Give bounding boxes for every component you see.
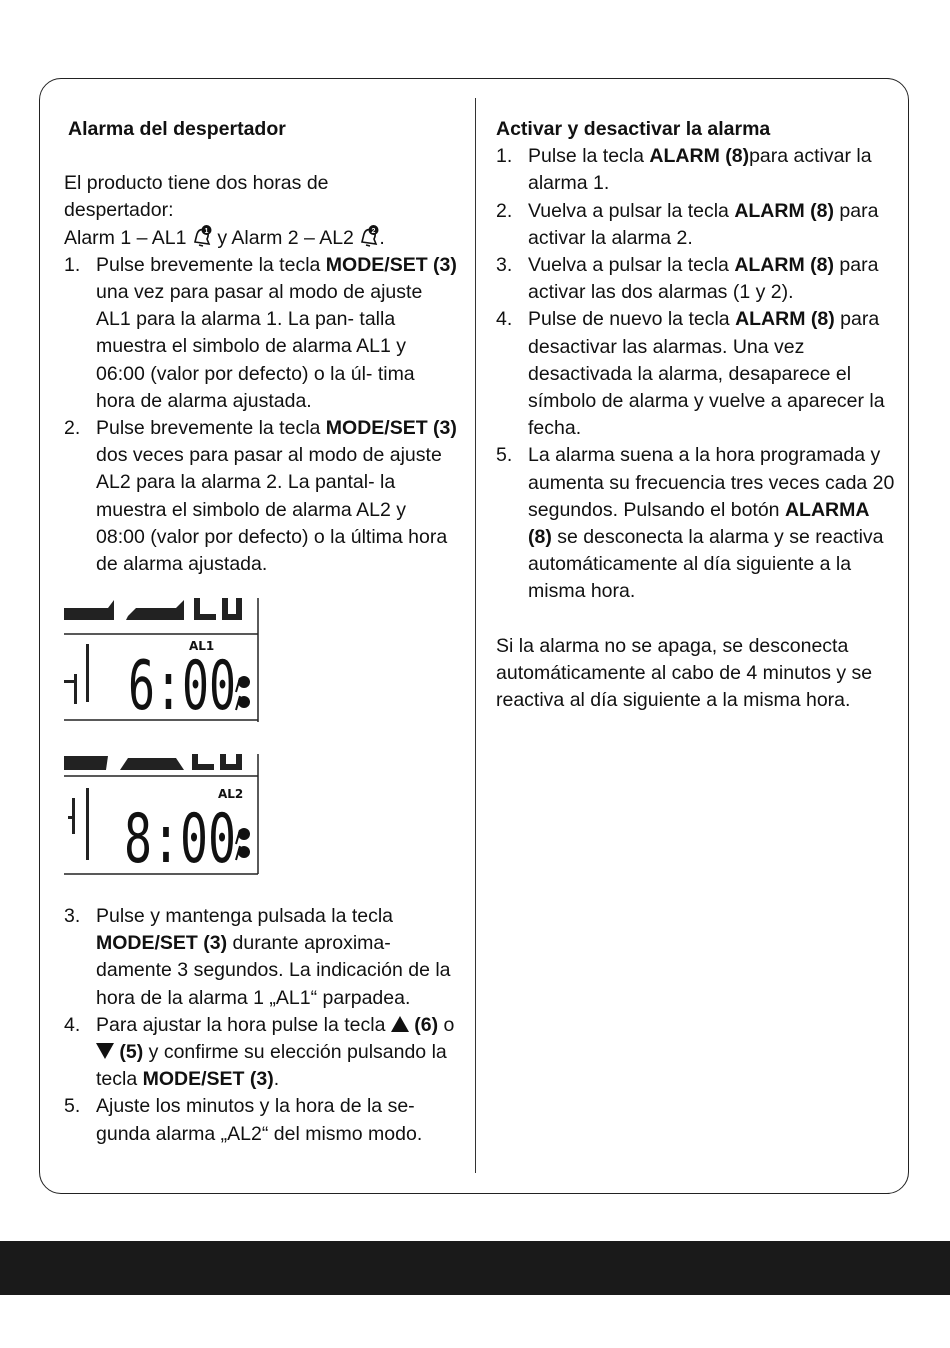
bell-1-icon <box>192 225 212 247</box>
list-number: 5. <box>64 1095 81 1118</box>
lcd-label-al1: AL1 <box>189 639 215 653</box>
lcd-segment <box>64 600 114 620</box>
list-text: Vuelva a pulsar la tecla <box>528 254 735 277</box>
list-text: para desactivar las alarmas. Una vez desactivada la alarma, desaparece el símbolo de alarma y vuelve a aparecer la fecha. <box>528 308 885 440</box>
key-label: MODE/SET (3) <box>325 417 457 440</box>
list-number: 1. <box>64 253 81 276</box>
bell-2-icon <box>359 225 379 247</box>
list-text: Pulse la tecla <box>528 145 650 168</box>
lcd-label-al2: AL2 <box>218 787 244 801</box>
key-label: MODE/SET (3) <box>96 932 228 955</box>
list-text: durante aproxima- damente 3 segundos. La indicación de la hora de la alarma 1 „AL1“ parpadea. <box>96 932 451 1009</box>
key-label: ALARM (8) <box>649 145 750 168</box>
svg-text:1: 1 <box>204 227 209 235</box>
section-heading-alarm: Alarma del despertador <box>68 118 286 140</box>
alarm1-text: Alarm 1 – AL1 <box>64 226 187 249</box>
triangle-up-icon <box>391 1016 409 1032</box>
list-text: para activar la alarma 2. <box>528 199 879 249</box>
list-number: 4. <box>64 1013 81 1036</box>
list-item <box>64 252 459 415</box>
activation-list <box>496 143 896 605</box>
list-text: para activar las dos alarmas (1 y 2). <box>528 254 879 304</box>
list-item <box>496 252 896 306</box>
alarm-line <box>64 225 459 252</box>
list-item <box>64 903 459 1012</box>
key-label: ALARM (8) <box>734 254 834 277</box>
list-text: Pulse y mantenga pulsada la tecla <box>96 905 394 927</box>
lcd-time-al2: 8:00 <box>124 800 236 876</box>
list-number: 5. <box>496 444 513 467</box>
list-number: 1. <box>496 145 513 168</box>
list-item <box>496 442 896 605</box>
list-item <box>64 415 459 578</box>
list-number: 2. <box>496 199 513 222</box>
list-text: Pulse brevemente la tecla <box>96 417 326 440</box>
list-number: 3. <box>64 905 81 927</box>
list-number: 4. <box>496 308 513 331</box>
alarm2-text: y Alarm 2 – AL2 <box>217 226 354 249</box>
list-text: Para ajustar la hora pulse la tecla <box>96 1013 391 1036</box>
lcd-bell-icons <box>236 828 250 860</box>
list-number: 3. <box>496 254 513 277</box>
lcd-display-al1 <box>64 598 260 722</box>
key-label: (6) <box>408 1013 439 1036</box>
triangle-down-icon <box>96 1043 114 1059</box>
key-label: (5) <box>114 1041 144 1064</box>
key-label: ALARM (8) <box>735 308 835 331</box>
list-text: Vuelva a pulsar la tecla <box>528 199 735 222</box>
intro-line-2: despertador: <box>64 199 174 222</box>
list-text: Ajuste los minutos y la hora de la se- gunda alarma „AL2“ del mismo modo. <box>96 1095 423 1145</box>
list-item <box>496 306 896 442</box>
list-item <box>64 1093 459 1147</box>
list-text: . <box>273 1068 280 1091</box>
footer-bar <box>0 1241 950 1295</box>
list-item <box>496 143 896 197</box>
lcd-time-al1: 6:00 <box>128 647 236 722</box>
list-text: dos veces para pasar al modo de ajuste AL2 para la alarma 2. La pantal- la muestra el simbolo de alarma AL2 y 08:00 (valor por defecto) o la última hora de alarma ajustada. <box>96 444 448 576</box>
list-text: o <box>438 1013 455 1036</box>
lcd-segment <box>126 600 184 620</box>
list-text: y confirme su elección pulsando la tecla <box>96 1041 447 1091</box>
right-column <box>496 116 896 714</box>
instruction-list-2 <box>64 903 459 1148</box>
key-label: MODE/SET (3) <box>325 253 457 276</box>
left-column <box>64 116 459 578</box>
list-text: para activar la alarma 1. <box>528 145 872 195</box>
key-label: MODE/SET (3) <box>142 1068 274 1091</box>
list-text: La alarma suena a la hora programada y aumenta su frecuencia tres veces cada 20 segundos. Pulsando el botón <box>528 444 895 521</box>
closing-paragraph: Si la alarma no se apaga, se desconecta automáticamente al cabo de 4 minutos y se reactiva al día siguiente a la misma hora. <box>496 634 873 712</box>
section-heading-activate: Activar y desactivar la alarma <box>496 118 771 140</box>
key-label: ALARM (8) <box>734 199 834 222</box>
column-divider <box>475 98 476 1173</box>
lcd-bell-icons <box>236 676 250 710</box>
list-text: Pulse de nuevo la tecla <box>528 308 736 331</box>
lcd-display-al2 <box>64 754 260 876</box>
list-item <box>496 198 896 252</box>
key-label: ALARMA (8) <box>528 498 869 549</box>
list-text: una vez para pasar al modo de ajuste AL1 para la alarma 1. La pan- talla muestra el simbolo de alarma AL1 y 06:00 (valor por defecto) o la úl- tima hora de alarma ajustada. <box>96 281 423 412</box>
list-number: 2. <box>64 417 81 440</box>
intro-line-1: El producto tiene dos horas de <box>64 172 329 195</box>
list-text: se desconecta la alarma y se reactiva automáticamente al día siguiente a la misma hora. <box>528 526 884 603</box>
instruction-list-1 <box>64 252 459 578</box>
left-column-lower <box>64 903 459 1148</box>
alarm-line-end: . <box>379 226 385 249</box>
svg-text:2: 2 <box>371 227 376 235</box>
list-text: Pulse brevemente la tecla <box>96 253 326 276</box>
list-item <box>64 1012 459 1094</box>
